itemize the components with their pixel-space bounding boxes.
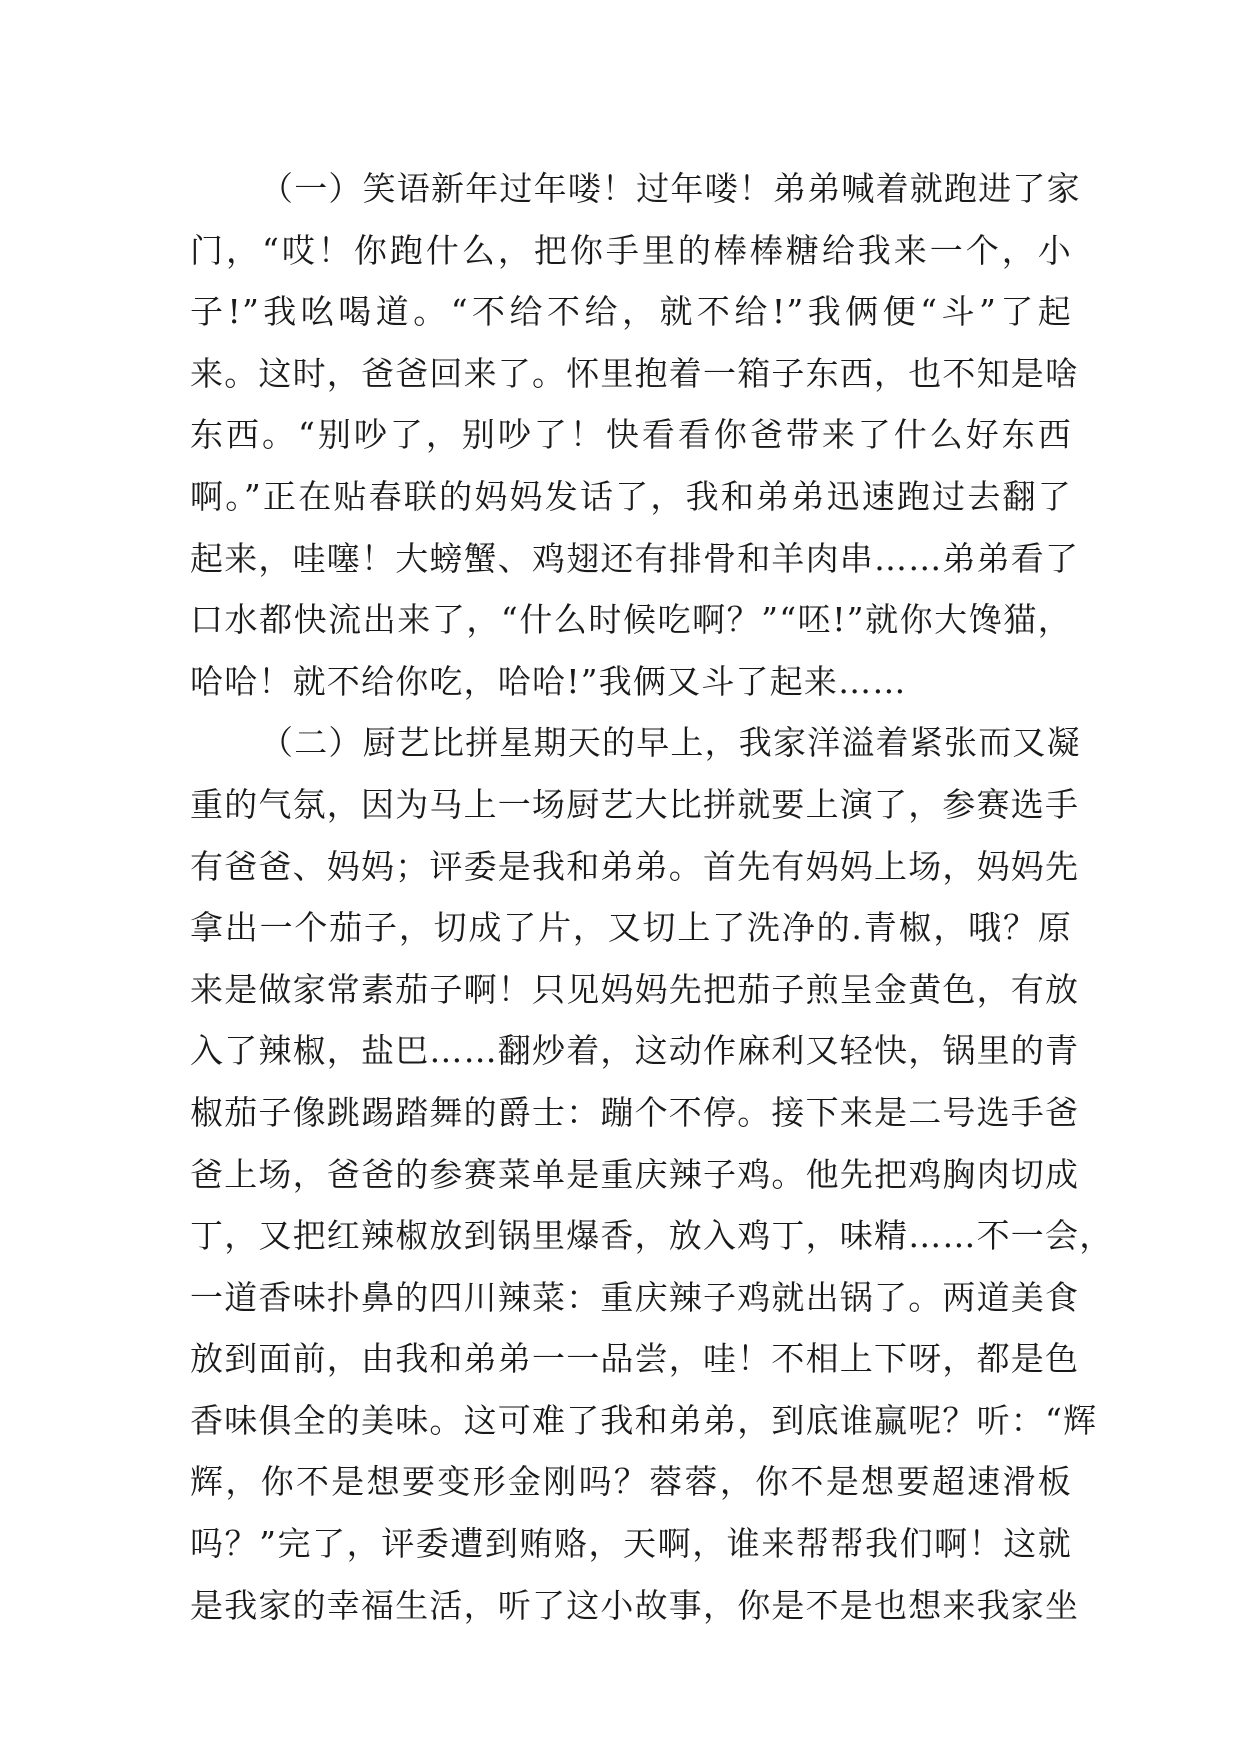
text-line: 来。这时，爸爸回来了。怀里抱着一箱子东西，也不知是啥 — [190, 353, 1080, 393]
text-line: 丁，又把红辣椒放到锅里爆香，放入鸡丁，味精……不一会， — [190, 1216, 1114, 1256]
text-line: 哈哈！就不给你吃，哈哈!”我俩又斗了起来…… — [190, 661, 907, 701]
text-line: 门，“哎！你跑什么，把你手里的棒棒糖给我来一个，小 — [190, 230, 1072, 270]
text-line: 爸上场，爸爸的参赛菜单是重庆辣子鸡。他先把鸡胸肉切成 — [190, 1154, 1080, 1194]
text-line: 辉，你不是想要变形金刚吗？蓉蓉，你不是想要超速滑板 — [190, 1462, 1072, 1502]
paragraph-1 — [190, 158, 1081, 712]
text-line: 有爸爸、妈妈；评委是我和弟弟。首先有妈妈上场，妈妈先 — [190, 846, 1080, 886]
text-line: 拿出一个茄子，切成了片，又切上了洗净的.青椒，哦？原 — [190, 908, 1072, 948]
text-line: 东西。“别吵了，别吵了！快看看你爸带来了什么好东西 — [190, 415, 1072, 455]
text-line: 椒茄子像跳踢踏舞的爵士：蹦个不停。接下来是二号选手爸 — [190, 1092, 1080, 1132]
text-line: 子!”我吆喝道。“不给不给，就不给!”我俩便“斗”了起 — [190, 292, 1072, 332]
document-body — [190, 158, 1114, 1636]
text-line: 啊。”正在贴春联的妈妈发话了，我和弟弟迅速跑过去翻了 — [190, 476, 1072, 516]
paragraph-2 — [190, 712, 1114, 1636]
text-line: 起来，哇噻！大螃蟹、鸡翅还有排骨和羊肉串……弟弟看了 — [190, 538, 1080, 578]
text-line: （二）厨艺比拼星期天的早上，我家洋溢着紧张而又凝 — [260, 723, 1081, 763]
text-line: 一道香味扑鼻的四川辣菜：重庆辣子鸡就出锅了。两道美食 — [190, 1277, 1080, 1317]
text-line: 入了辣椒，盐巴……翻炒着，这动作麻利又轻快，锅里的青 — [190, 1031, 1080, 1071]
text-line: 吗？”完了，评委遭到贿赂，天啊，谁来帮帮我们啊！这就 — [190, 1524, 1072, 1564]
text-line: 来是做家常素茄子啊！只见妈妈先把茄子煎呈金黄色，有放 — [190, 969, 1080, 1009]
text-line: 口水都快流出来了，“什么时候吃啊？”“呸!”就你大馋猫， — [190, 600, 1072, 640]
text-line: 是我家的幸福生活，听了这小故事，你是不是也想来我家坐 — [190, 1585, 1080, 1625]
text-line: （一）笑语新年过年喽！过年喽！弟弟喊着就跑进了家 — [260, 169, 1081, 208]
text-line: 重的气氛，因为马上一场厨艺大比拼就要上演了，参赛选手 — [190, 784, 1080, 824]
text-line: 香味俱全的美味。这可难了我和弟弟，到底谁赢呢？听：“辉 — [190, 1400, 1098, 1440]
text-line: 放到面前，由我和弟弟一一品尝，哇！不相上下呀，都是色 — [190, 1339, 1080, 1379]
